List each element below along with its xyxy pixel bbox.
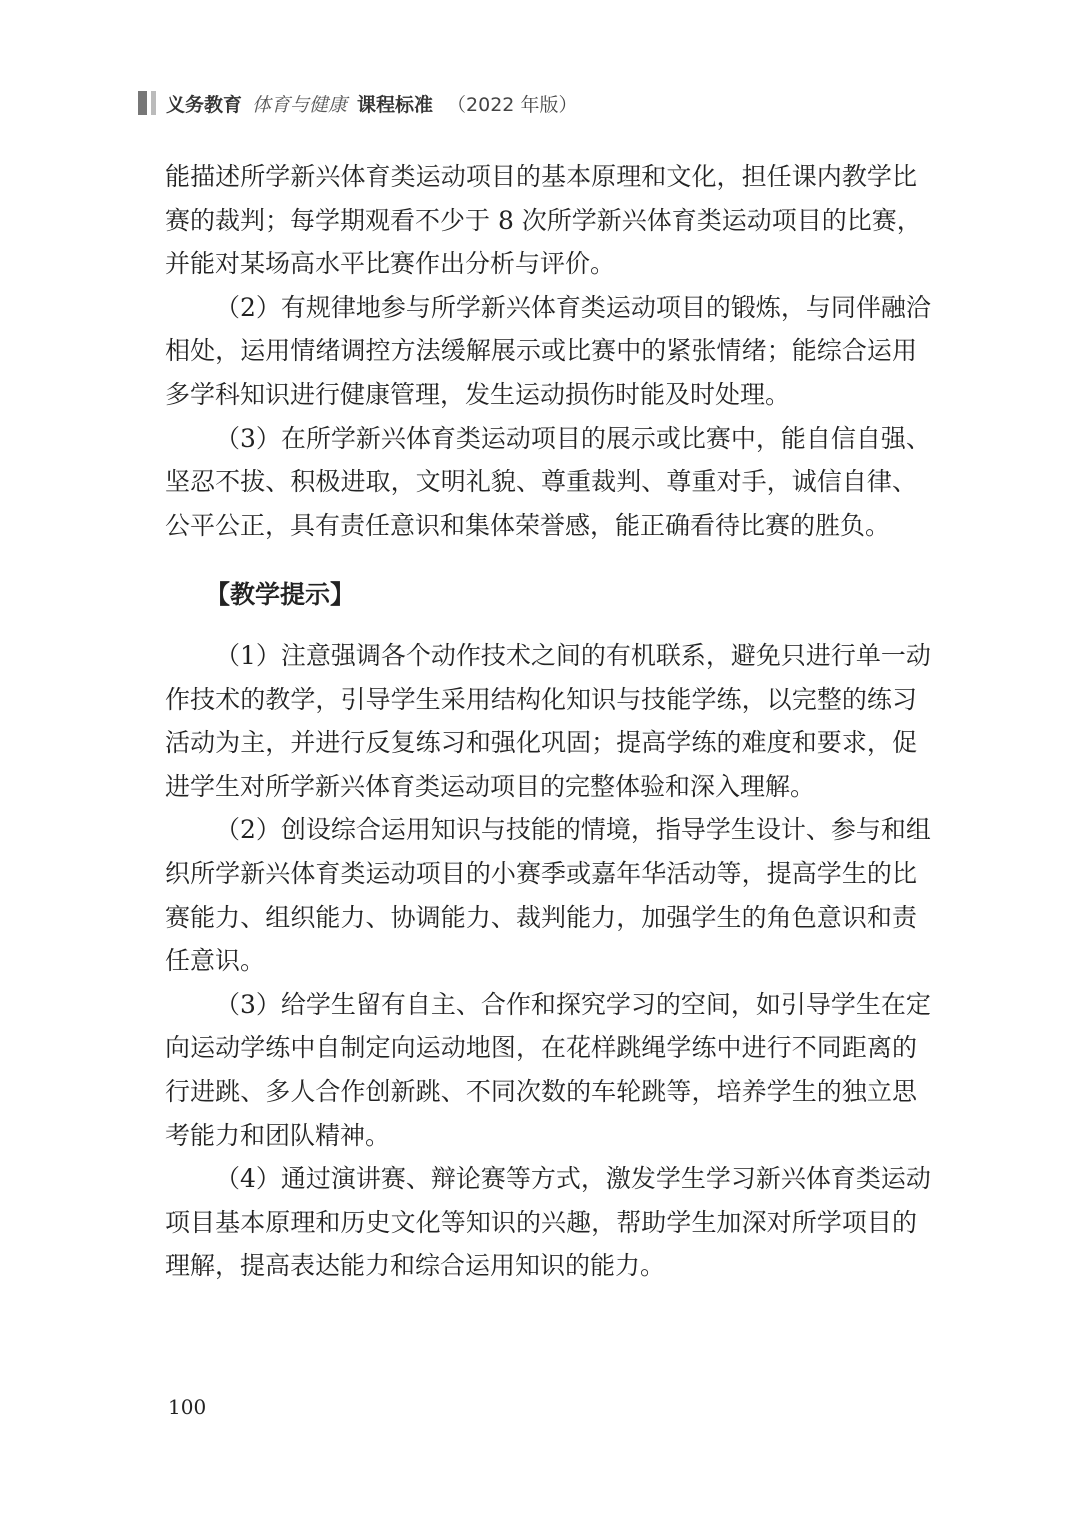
paragraph-line: 活动为主，并进行反复练习和强化巩固；提高学练的难度和要求，促 [165, 728, 917, 758]
paragraph-line: 赛的裁判；每学期观看不少于 8 次所学新兴体育类运动项目的比赛， [165, 205, 922, 235]
header-title: 义务教育 [166, 93, 243, 116]
paragraph-line: （3）给学生留有自主、合作和探究学习的空间，如引导学生在定 [215, 989, 931, 1019]
paragraph-line: 并能对某场高水平比赛作出分析与评价。 [165, 249, 616, 279]
running-header [138, 88, 577, 118]
paragraph-line: 作技术的教学，引导学生采用结构化知识与技能学练，以完整的练习 [165, 684, 917, 714]
paragraph-line: 考能力和团队精神。 [165, 1120, 391, 1150]
paragraph-line: （1）注意强调各个动作技术之间的有机联系，避免只进行单一动 [215, 641, 931, 670]
paragraph-line: 公平公正，具有责任意识和集体荣誉感，能正确看待比赛的胜负。 [165, 510, 891, 540]
paragraph-line: 项目基本原理和历史文化等知识的兴趣，帮助学生加深对所学项目的 [165, 1207, 917, 1237]
paragraph-line: 多学科知识进行健康管理，发生运动损伤时能及时处理。 [165, 380, 791, 409]
paragraph-line: 赛能力、组织能力、协调能力、裁判能力，加强学生的角色意识和责 [165, 902, 917, 932]
header-standard: 课程标准 [357, 93, 434, 116]
paragraph-line: 坚忍不拔、积极进取，文明礼貌、尊重裁判、尊重对手，诚信自律、 [165, 467, 917, 497]
header-subject: 体育与健康 [252, 93, 348, 116]
paragraph-line: 行进跳、多人合作创新跳、不同次数的车轮跳等，培养学生的独立思 [165, 1077, 917, 1106]
paragraph-line: （2）创设综合运用知识与技能的情境，指导学生设计、参与和组 [215, 815, 931, 845]
paragraph-line: 任意识。 [165, 946, 266, 976]
header-edition: （2022 年版） [447, 93, 578, 116]
paragraph-line: 理解，提高表达能力和综合运用知识的能力。 [165, 1251, 666, 1281]
paragraph-line: （3）在所学新兴体育类运动项目的展示或比赛中，能自信自强、 [215, 423, 931, 453]
paragraph-line: 进学生对所学新兴体育类运动项目的完整体验和深入理解。 [165, 771, 816, 801]
section-heading: 【教学提示】 [205, 580, 356, 609]
paragraph-line: （4）通过演讲赛、辩论赛等方式，激发学生学习新兴体育类运动 [215, 1164, 931, 1194]
header-bar-icon [138, 91, 147, 115]
page-number: 100 [168, 1395, 207, 1419]
header-bar-icon [151, 91, 156, 115]
paragraph-line: 向运动学练中自制定向运动地图，在花样跳绳学练中进行不同距离的 [165, 1033, 917, 1063]
paragraph-line: 能描述所学新兴体育类运动项目的基本原理和文化，担任课内教学比 [165, 162, 917, 191]
paragraph-line: （2）有规律地参与所学新兴体育类运动项目的锻炼，与同伴融洽 [215, 292, 931, 322]
paragraph-line: 织所学新兴体育类运动项目的小赛季或嘉年华活动等，提高学生的比 [165, 859, 917, 888]
paragraph-line: 相处，运用情绪调控方法缓解展示或比赛中的紧张情绪；能综合运用 [165, 336, 917, 366]
